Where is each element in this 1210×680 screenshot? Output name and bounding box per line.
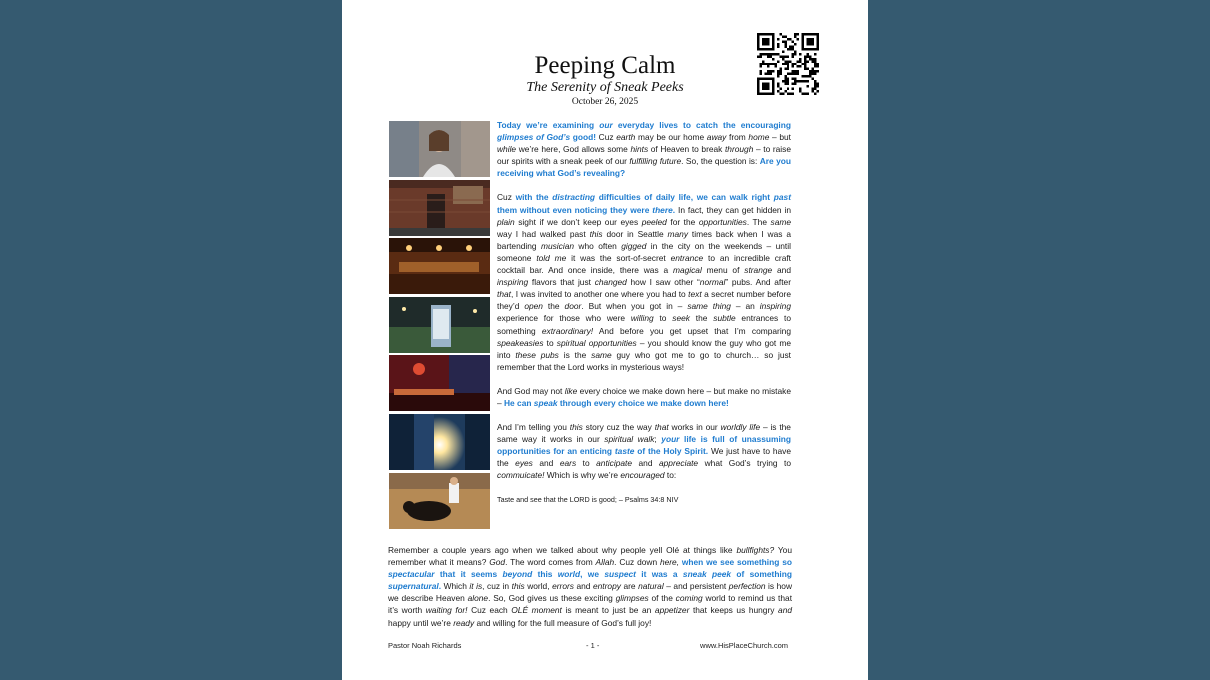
text-span: sneak peek bbox=[682, 569, 732, 580]
text-span: supernatural bbox=[388, 581, 439, 592]
text-span: it is bbox=[469, 581, 483, 592]
text-span: good! bbox=[570, 132, 597, 143]
text-span: ; bbox=[654, 434, 662, 445]
text-span: worldly life bbox=[720, 422, 761, 433]
text-span: flavors that just bbox=[528, 277, 595, 288]
text-span: alone bbox=[467, 593, 489, 604]
text-span: inspiring bbox=[497, 277, 529, 288]
text-span: In fact, they can get hidden in bbox=[675, 204, 792, 215]
text-span: magical bbox=[672, 265, 702, 276]
text-span: Allah bbox=[595, 557, 615, 568]
text-span: we’re here, God allows some bbox=[516, 144, 631, 155]
text-span: He can bbox=[504, 397, 534, 408]
text-span: earth bbox=[616, 132, 636, 143]
text-span: taste bbox=[614, 446, 635, 457]
text-span: – is the same way it works in our bbox=[497, 422, 791, 445]
text-span: menu of bbox=[701, 265, 745, 276]
text-span: works in our bbox=[668, 422, 721, 433]
text-span: is meant to just be an bbox=[561, 605, 655, 616]
text-span: may be our home bbox=[635, 132, 707, 143]
text-span: of Heaven to break bbox=[648, 144, 725, 155]
text-span: plain bbox=[497, 216, 515, 227]
text-span: that bbox=[497, 289, 511, 300]
text-span: to bbox=[653, 313, 673, 324]
text-span: sight if we don’t keep our eyes bbox=[514, 216, 642, 227]
text-span: past bbox=[773, 192, 791, 203]
text-span: to an incredible craft cocktail bar. And once inside, there was a bbox=[497, 252, 792, 276]
text-span: through every choice we make down here! bbox=[557, 397, 729, 408]
text-span: from bbox=[726, 132, 749, 143]
text-span: And before you get upset that I’m comparing bbox=[593, 325, 791, 336]
text-span: of the Holy Spirit. bbox=[634, 446, 709, 457]
article-column bbox=[497, 119, 791, 518]
text-span: entropy bbox=[592, 581, 621, 592]
text-span: of something bbox=[731, 569, 792, 580]
text-span: – but bbox=[769, 132, 791, 143]
text-span: in the city on the weekends – until someone bbox=[497, 240, 791, 263]
text-span: ears bbox=[559, 458, 577, 469]
red-bar-photo bbox=[389, 355, 490, 411]
brick-door-photo bbox=[389, 180, 490, 236]
text-span: We just have to have the bbox=[497, 446, 792, 469]
text-span: way I had walked past bbox=[497, 228, 590, 239]
text-span: these pubs bbox=[515, 349, 559, 360]
bullfight-photo bbox=[389, 473, 490, 529]
page-subtitle: The Serenity of Sneak Peeks bbox=[526, 80, 684, 95]
text-span: OLÉ moment bbox=[511, 605, 562, 616]
text-span: Which bbox=[441, 581, 470, 592]
text-span: Cuz bbox=[596, 132, 617, 143]
document-page bbox=[342, 0, 868, 680]
phone-booth-photo bbox=[389, 297, 490, 353]
text-span: You remember what it means? bbox=[388, 545, 792, 568]
text-span: hints bbox=[630, 144, 649, 155]
text-span: waiting for! bbox=[425, 605, 468, 616]
photo-column bbox=[389, 121, 490, 531]
text-span: happy until we’re bbox=[388, 617, 454, 628]
text-span: the bbox=[689, 313, 714, 324]
text-span: Remember a couple years ago when we talked about why people yell Olé at things like bbox=[388, 545, 737, 555]
text-span: spiritual opportunities bbox=[556, 337, 637, 348]
paragraph-speakeasy bbox=[497, 191, 791, 372]
paragraph-intro bbox=[497, 119, 791, 179]
text-span: a secret number before they’d bbox=[497, 289, 791, 312]
text-span: . bbox=[438, 581, 442, 592]
text-span: musician bbox=[540, 240, 575, 251]
text-span: everyday lives to catch the encouraging bbox=[612, 120, 791, 130]
text-span: . bbox=[672, 204, 676, 215]
text-span: . So, the question is: bbox=[681, 156, 760, 167]
text-span: . Cuz down bbox=[614, 557, 660, 568]
text-span: your bbox=[661, 434, 680, 445]
text-span: that keeps us hungry bbox=[689, 605, 779, 616]
text-span: anticipate bbox=[596, 458, 632, 469]
text-span: of the bbox=[648, 593, 676, 604]
text-span: , we bbox=[580, 569, 605, 580]
text-span: subtle bbox=[713, 313, 736, 324]
text-span: – you should know the guy who got me into bbox=[497, 337, 791, 360]
text-span: is how we describe Heaven bbox=[388, 581, 792, 604]
text-span: coming bbox=[675, 593, 703, 604]
text-span: ” pubs. And after bbox=[725, 277, 791, 288]
text-span: world, bbox=[524, 581, 553, 592]
text-span: speak bbox=[533, 397, 558, 408]
text-span: entrances to something bbox=[497, 313, 792, 336]
text-span: many bbox=[667, 228, 689, 239]
text-span: gigged bbox=[621, 240, 647, 251]
footer-author: Pastor Noah Richards bbox=[388, 641, 462, 650]
text-span: world bbox=[557, 569, 581, 580]
text-span: world to remind us that it’s worth bbox=[388, 593, 793, 616]
text-span: this bbox=[511, 581, 525, 592]
text-span: . The word comes from bbox=[505, 557, 596, 568]
text-span: eyes bbox=[515, 458, 533, 469]
text-span: encouraged bbox=[620, 470, 665, 481]
text-span: this bbox=[569, 422, 583, 433]
text-span: to: bbox=[664, 470, 677, 481]
text-span: and bbox=[772, 265, 791, 276]
text-span: and bbox=[632, 458, 659, 469]
text-span: with the bbox=[515, 192, 553, 203]
text-span: beyond bbox=[502, 569, 533, 580]
text-span: to bbox=[543, 337, 557, 348]
text-span: – an bbox=[730, 301, 760, 312]
text-span: away bbox=[706, 132, 727, 143]
page-date: October 26, 2025 bbox=[571, 97, 639, 107]
text-span: Are you receiving what God’s revealing? bbox=[497, 156, 791, 179]
qr-code-icon bbox=[757, 33, 819, 95]
glowing-door-photo bbox=[389, 414, 490, 470]
text-span: and bbox=[778, 605, 793, 616]
text-span: fulfilling future bbox=[629, 156, 682, 167]
text-span: ready bbox=[453, 617, 475, 628]
text-span: like bbox=[564, 385, 578, 396]
text-span: – to raise our spirits with a sneak peek of our bbox=[497, 144, 791, 167]
text-span: home bbox=[748, 132, 770, 143]
text-span: what God’s trying to bbox=[698, 458, 791, 469]
text-span: are bbox=[620, 581, 639, 592]
text-span: And God may not bbox=[497, 385, 565, 396]
text-span: spectacular bbox=[388, 569, 435, 580]
text-span: spiritual walk bbox=[604, 434, 655, 445]
footer-page-number: - 1 - bbox=[586, 641, 600, 650]
text-span: told me bbox=[536, 252, 567, 263]
text-span: opportunities bbox=[698, 216, 747, 227]
text-span: experience for those who were bbox=[497, 313, 631, 324]
text-span: speakeasies bbox=[497, 337, 544, 348]
text-span: . So, God gives us these exciting bbox=[488, 593, 616, 604]
text-span: glimpses bbox=[615, 593, 649, 604]
text-span: perfection bbox=[728, 581, 766, 592]
text-span: that it seems bbox=[434, 569, 503, 580]
text-span: for the bbox=[666, 216, 699, 227]
paragraph-ole bbox=[388, 544, 792, 629]
text-span: strange bbox=[744, 265, 773, 276]
text-span: distracting bbox=[552, 192, 596, 203]
text-span: that bbox=[654, 422, 669, 433]
text-span: this bbox=[589, 228, 603, 239]
text-span: times back when I was a bartending bbox=[497, 228, 791, 251]
text-span: entrance bbox=[670, 252, 704, 263]
text-span: appetizer bbox=[654, 605, 690, 616]
text-span: same bbox=[591, 349, 612, 360]
text-span: open bbox=[524, 301, 543, 312]
text-span: , I was invited to another one where you had to bbox=[510, 289, 689, 300]
text-span: errors bbox=[552, 581, 574, 592]
text-span: is the bbox=[558, 349, 592, 360]
text-span: commuicate! bbox=[497, 470, 545, 481]
text-span: suspect bbox=[604, 569, 636, 580]
text-span: guy who got me to go to church… so just remember that the Lord works in mysterious ways! bbox=[497, 349, 791, 372]
text-span: door bbox=[564, 301, 582, 312]
article-full-width bbox=[388, 544, 792, 629]
text-span: willing bbox=[630, 313, 654, 324]
text-span: , cuz in bbox=[482, 581, 512, 592]
text-span: same bbox=[770, 216, 792, 227]
text-span: seek bbox=[672, 313, 690, 324]
text-span: changed bbox=[594, 277, 627, 288]
text-span: this bbox=[532, 569, 558, 580]
text-span: story cuz the way bbox=[582, 422, 655, 433]
text-span: there bbox=[652, 204, 673, 215]
text-span: here, bbox=[659, 557, 680, 568]
text-span: bullfights? bbox=[736, 545, 775, 555]
text-span: Today we’re examining bbox=[497, 120, 600, 130]
text-span: text bbox=[688, 289, 702, 300]
text-span: it was a bbox=[635, 569, 683, 580]
text-span: Cuz bbox=[497, 192, 516, 203]
woman-on-phone-photo bbox=[389, 121, 490, 177]
text-span: how I saw other “ bbox=[626, 277, 700, 288]
paragraph-choices bbox=[497, 385, 791, 409]
page-title: Peeping Calm bbox=[534, 52, 676, 79]
text-span: difficulties of daily life, we can walk right bbox=[595, 192, 774, 203]
text-span: peeled bbox=[641, 216, 667, 227]
text-span: to bbox=[576, 458, 597, 469]
text-span: our bbox=[599, 120, 613, 130]
text-span: normal bbox=[699, 277, 726, 288]
bar-interior-photo bbox=[389, 238, 490, 294]
text-span: appreciate bbox=[658, 458, 699, 469]
paragraph-spiritual-walk bbox=[497, 421, 791, 481]
footer-url[interactable]: www.HisPlaceChurch.com bbox=[700, 641, 788, 650]
text-span: Cuz each bbox=[467, 605, 512, 616]
text-span: who often bbox=[574, 240, 622, 251]
text-span: Which is why we’re bbox=[544, 470, 621, 481]
text-span: And I’m telling you bbox=[497, 422, 570, 433]
text-span: while bbox=[497, 144, 517, 155]
text-span: . But when you got in – bbox=[581, 301, 688, 312]
text-span: extraordinary! bbox=[541, 325, 594, 336]
text-span: through bbox=[724, 144, 754, 155]
text-span: – and persistent bbox=[663, 581, 729, 592]
text-span: the bbox=[542, 301, 565, 312]
text-span: and willing for the full measure of God’s full joy! bbox=[474, 617, 652, 628]
text-span: when we see something so bbox=[679, 557, 792, 568]
text-span: and bbox=[532, 458, 560, 469]
text-span: inspiring bbox=[759, 301, 791, 312]
text-span: every choice we make down here – but make no mistake – bbox=[497, 385, 791, 408]
text-span: natural bbox=[638, 581, 664, 592]
scripture-quote: Taste and see that the LORD is good; – Psalms 34:8 NIV bbox=[497, 494, 679, 504]
text-span: glimpses of God’s bbox=[497, 132, 571, 143]
text-span: door in Seattle bbox=[602, 228, 668, 239]
text-span: them without even noticing they were bbox=[497, 204, 653, 215]
text-span: life is full of unassuming opportunities for an enticing bbox=[497, 434, 792, 457]
text-span: . The bbox=[746, 216, 771, 227]
text-span: and bbox=[573, 581, 593, 592]
text-span: it was the sort-of-secret bbox=[566, 252, 671, 263]
text-span: God bbox=[489, 557, 506, 568]
text-span: same thing bbox=[687, 301, 731, 312]
